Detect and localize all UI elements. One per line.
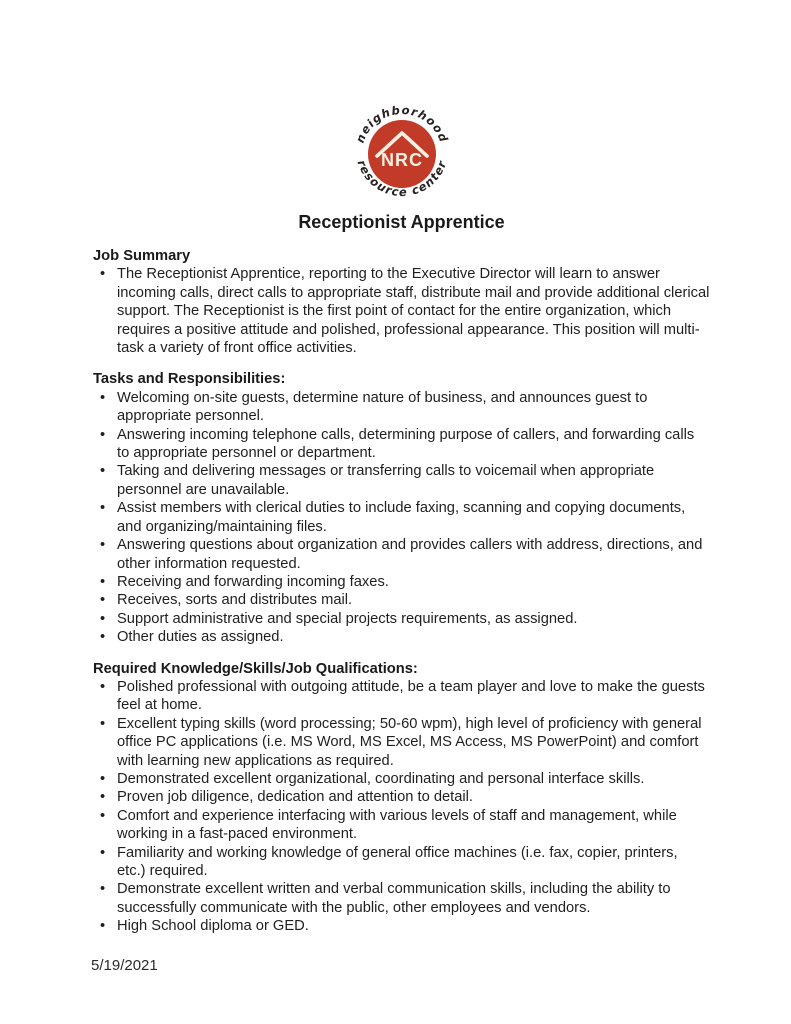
bullet-item: • High School diploma or GED. <box>93 917 710 935</box>
bullet-item: • Excellent typing skills (word processing; 50-60 wpm), high level of proficiency with general office PC applications (i.e. MS Word, MS Excel, MS Access, MS PowerPoint) and comfort with learning new applications as required. <box>93 715 710 770</box>
bullet-item: • Proven job diligence, dedication and attention to detail. <box>93 788 710 806</box>
qualifications-list <box>93 678 710 936</box>
bullet-item: • Comfort and experience interfacing with various levels of staff and management, while working in a fast-paced environment. <box>93 807 710 844</box>
section-job-summary <box>93 247 710 357</box>
footer-date: 5/19/2021 <box>91 957 158 974</box>
section-heading-qualifications: Required Knowledge/Skills/Job Qualifications: <box>93 660 418 677</box>
nrc-logo <box>344 98 460 198</box>
page-title: Receptionist Apprentice <box>298 212 505 232</box>
bullet-item: • Answering questions about organization and provides callers with address, directions, and other information requested. <box>93 536 710 573</box>
bullet-item: • Demonstrated excellent organizational, coordinating and personal interface skills. <box>93 770 710 788</box>
bullet-item: • Familiarity and working knowledge of general office machines (i.e. fax, copier, printers, etc.) required. <box>93 844 710 881</box>
tasks-list <box>93 389 710 647</box>
section-tasks-responsibilities <box>93 370 710 646</box>
logo-top-arc-text: neighborhood <box>352 102 451 145</box>
section-required-qualifications <box>93 660 710 936</box>
bullet-item: • Answering incoming telephone calls, determining purpose of callers, and forwarding calls to appropriate personnel or department. <box>93 426 710 463</box>
bullet-item: • The Receptionist Apprentice, reporting to the Executive Director will learn to answer incoming calls, direct calls to appropriate staff, distribute mail and provide additional clerical support. The Receptionist is the first point of contact for the entire organization, which requires a positive attitude and polished, professional appearance. This position will multi-task a variety of front office activities. <box>93 265 710 357</box>
org-logo <box>93 98 710 198</box>
section-heading-job-summary: Job Summary <box>93 248 191 264</box>
bullet-item: • Other duties as assigned. <box>93 628 710 646</box>
bullet-item: • Polished professional with outgoing attitude, be a team player and love to make the guests feel at home. <box>93 678 710 715</box>
bullet-item: • Assist members with clerical duties to include faxing, scanning and copying documents, and organizing/maintaining files. <box>93 499 710 536</box>
logo-acronym: NRC <box>380 150 423 170</box>
section-heading-tasks: Tasks and Responsibilities: <box>93 371 286 388</box>
bullet-item: • Receives, sorts and distributes mail. <box>93 591 710 609</box>
bullet-item: • Support administrative and special projects requirements, as assigned. <box>93 610 710 628</box>
bullet-item: • Taking and delivering messages or transferring calls to voicemail when appropriate personnel are unavailable. <box>93 462 710 499</box>
bullet-item: • Demonstrate excellent written and verbal communication skills, including the ability to successfully communicate with the public, other employees and vendors. <box>93 880 710 917</box>
job-summary-list <box>93 265 710 357</box>
logo-bottom-arc-text: resource center <box>354 158 449 198</box>
bullet-item: • Welcoming on-site guests, determine nature of business, and announces guest to appropriate personnel. <box>93 389 710 426</box>
bullet-item: • Receiving and forwarding incoming faxes. <box>93 573 710 591</box>
